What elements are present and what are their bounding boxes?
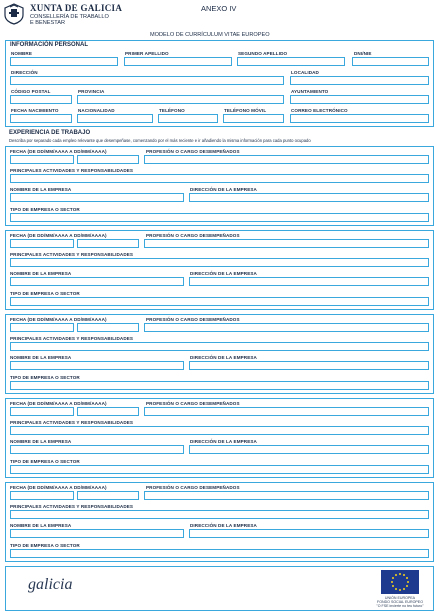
label-actividades: PRINCIPALES ACTIVIDADES Y RESPONSABILIDADES xyxy=(10,168,134,173)
label-tipo-empresa: TIPO DE EMPRESA O SECTOR xyxy=(10,543,80,548)
label-profesion: PROFESIÓN O CARGO DESEMPEÑADOS xyxy=(146,401,240,406)
fecha-desde-field[interactable] xyxy=(10,155,74,164)
fecha-desde-field[interactable] xyxy=(10,407,74,416)
nombre-empresa-field[interactable] xyxy=(10,445,184,454)
telefono-movil-field[interactable] xyxy=(223,114,284,123)
fecha-hasta-field[interactable] xyxy=(77,323,139,332)
nombre-field[interactable] xyxy=(10,57,118,66)
tipo-empresa-field[interactable] xyxy=(10,465,429,474)
eu-line-1: UNIÓN EUROPEA xyxy=(384,596,416,600)
actividades-field[interactable] xyxy=(10,342,429,351)
ayuntamiento-field[interactable] xyxy=(290,95,429,104)
fecha-hasta-field[interactable] xyxy=(77,239,139,248)
label-actividades: PRINCIPALES ACTIVIDADES Y RESPONSABILIDADES xyxy=(10,336,134,341)
nombre-empresa-field[interactable] xyxy=(10,277,184,286)
label-profesion: PROFESIÓN O CARGO DESEMPEÑADOS xyxy=(146,317,240,322)
label-actividades: PRINCIPALES ACTIVIDADES Y RESPONSABILIDADES xyxy=(10,252,134,257)
direccion-empresa-field[interactable] xyxy=(189,529,429,538)
telefono-field[interactable] xyxy=(158,114,218,123)
fecha-desde-field[interactable] xyxy=(10,239,74,248)
actividades-field[interactable] xyxy=(10,174,429,183)
label-nombre-empresa: NOMBRE DE LA EMPRESA xyxy=(10,355,72,360)
label-codigo-postal: CÓDIGO POSTAL xyxy=(11,89,51,94)
fecha-desde-field[interactable] xyxy=(10,323,74,332)
nombre-empresa-field[interactable] xyxy=(10,361,184,370)
nacionalidad-field[interactable] xyxy=(77,114,153,123)
direccion-empresa-field[interactable] xyxy=(189,361,429,370)
correo-field[interactable] xyxy=(290,114,429,123)
label-actividades: PRINCIPALES ACTIVIDADES Y RESPONSABILIDADES xyxy=(10,504,134,509)
actividades-field[interactable] xyxy=(10,510,429,519)
label-correo: CORREO ELECTRÓNICO xyxy=(291,108,348,113)
label-fecha: FECHA (DE DD/MM/AAAA A DD/MM/AAAA) xyxy=(10,401,107,406)
label-nombre: NOMBRE xyxy=(11,51,33,56)
label-tipo-empresa: TIPO DE EMPRESA O SECTOR xyxy=(10,207,80,212)
label-tipo-empresa: TIPO DE EMPRESA O SECTOR xyxy=(10,291,80,296)
fecha-hasta-field[interactable] xyxy=(77,491,139,500)
label-telefono: TELÉFONO xyxy=(159,108,185,113)
label-ayuntamiento: AYUNTAMIENTO xyxy=(291,89,329,94)
primer-apellido-field[interactable] xyxy=(124,57,232,66)
experience-description: Describa por separado cada empleo relevante que desempeñase, comenzando por el más reciente e ir añadiendo la misma información para cada punto ocupado xyxy=(9,138,311,143)
dept-line-1: CONSELLERÍA DE TRABALLO xyxy=(30,14,109,20)
nombre-empresa-field[interactable] xyxy=(10,193,184,202)
direccion-empresa-field[interactable] xyxy=(189,193,429,202)
personal-info-title: INFORMACIÓN PERSONAL xyxy=(10,42,88,48)
label-segundo-apellido: SEGUNDO APELLIDO xyxy=(238,51,288,56)
fecha-hasta-field[interactable] xyxy=(77,407,139,416)
label-tipo-empresa: TIPO DE EMPRESA O SECTOR xyxy=(10,459,80,464)
profesion-field[interactable] xyxy=(144,323,429,332)
galicia-logo: galicia xyxy=(28,576,73,593)
label-direccion-empresa: DIRECCIÓN DE LA EMPRESA xyxy=(190,271,257,276)
label-profesion: PROFESIÓN O CARGO DESEMPEÑADOS xyxy=(146,485,240,490)
segundo-apellido-field[interactable] xyxy=(237,57,345,66)
codigo-postal-field[interactable] xyxy=(10,95,72,104)
label-nombre-empresa: NOMBRE DE LA EMPRESA xyxy=(10,439,72,444)
org-name: XUNTA DE GALICIA xyxy=(30,3,123,13)
actividades-field[interactable] xyxy=(10,258,429,267)
profesion-field[interactable] xyxy=(144,155,429,164)
fecha-hasta-field[interactable] xyxy=(77,155,139,164)
label-fecha: FECHA (DE DD/MM/AAAA A DD/MM/AAAA) xyxy=(10,317,107,322)
label-localidad: LOCALIDAD xyxy=(291,70,319,75)
form-title: MODELO DE CURRÍCULUM VITAE EUROPEO xyxy=(150,32,270,38)
direccion-empresa-field[interactable] xyxy=(189,445,429,454)
label-direccion-empresa: DIRECCIÓN DE LA EMPRESA xyxy=(190,523,257,528)
label-profesion: PROFESIÓN O CARGO DESEMPEÑADOS xyxy=(146,149,240,154)
direccion-field[interactable] xyxy=(10,76,284,85)
dni-field[interactable] xyxy=(352,57,429,66)
label-actividades: PRINCIPALES ACTIVIDADES Y RESPONSABILIDADES xyxy=(10,420,134,425)
label-direccion: DIRECCIÓN xyxy=(11,70,38,75)
label-nombre-empresa: NOMBRE DE LA EMPRESA xyxy=(10,271,72,276)
label-dni: DNI/NIE xyxy=(354,51,372,56)
fecha-nacimiento-field[interactable] xyxy=(10,114,72,123)
tipo-empresa-field[interactable] xyxy=(10,213,429,222)
experience-title: EXPERIENCIA DE TRABAJO xyxy=(9,130,91,136)
actividades-field[interactable] xyxy=(10,426,429,435)
label-fecha: FECHA (DE DD/MM/AAAA A DD/MM/AAAA) xyxy=(10,485,107,490)
label-direccion-empresa: DIRECCIÓN DE LA EMPRESA xyxy=(190,355,257,360)
direccion-empresa-field[interactable] xyxy=(189,277,429,286)
tipo-empresa-field[interactable] xyxy=(10,297,429,306)
label-nombre-empresa: NOMBRE DE LA EMPRESA xyxy=(10,187,72,192)
annex-label: ANEXO IV xyxy=(201,4,237,13)
label-provincia: PROVINCIA xyxy=(78,89,105,94)
label-telefono-movil: TELÉFONO MÓVIL xyxy=(224,108,267,113)
profesion-field[interactable] xyxy=(144,491,429,500)
xunta-logo-icon xyxy=(3,3,25,25)
eu-line-3: "O FSE invierte no teu futuro" xyxy=(376,604,424,608)
label-direccion-empresa: DIRECCIÓN DE LA EMPRESA xyxy=(190,187,257,192)
dept-line-2: E BENESTAR xyxy=(30,20,66,26)
label-direccion-empresa: DIRECCIÓN DE LA EMPRESA xyxy=(190,439,257,444)
label-fecha: FECHA (DE DD/MM/AAAA A DD/MM/AAAA) xyxy=(10,149,107,154)
label-fecha-nacimiento: FECHA NACIMIENTO xyxy=(11,108,59,113)
profesion-field[interactable] xyxy=(144,239,429,248)
localidad-field[interactable] xyxy=(290,76,429,85)
eu-flag-icon xyxy=(381,570,419,594)
eu-line-2: FONDO SOCIAL EUROPEO xyxy=(377,600,423,604)
label-tipo-empresa: TIPO DE EMPRESA O SECTOR xyxy=(10,375,80,380)
label-fecha: FECHA (DE DD/MM/AAAA A DD/MM/AAAA) xyxy=(10,233,107,238)
profesion-field[interactable] xyxy=(144,407,429,416)
label-nacionalidad: NACIONALIDAD xyxy=(78,108,115,113)
label-profesion: PROFESIÓN O CARGO DESEMPEÑADOS xyxy=(146,233,240,238)
tipo-empresa-field[interactable] xyxy=(10,549,429,558)
tipo-empresa-field[interactable] xyxy=(10,381,429,390)
nombre-empresa-field[interactable] xyxy=(10,529,184,538)
label-primer-apellido: PRIMER APELLIDO xyxy=(125,51,169,56)
provincia-field[interactable] xyxy=(77,95,284,104)
label-nombre-empresa: NOMBRE DE LA EMPRESA xyxy=(10,523,72,528)
fecha-desde-field[interactable] xyxy=(10,491,74,500)
